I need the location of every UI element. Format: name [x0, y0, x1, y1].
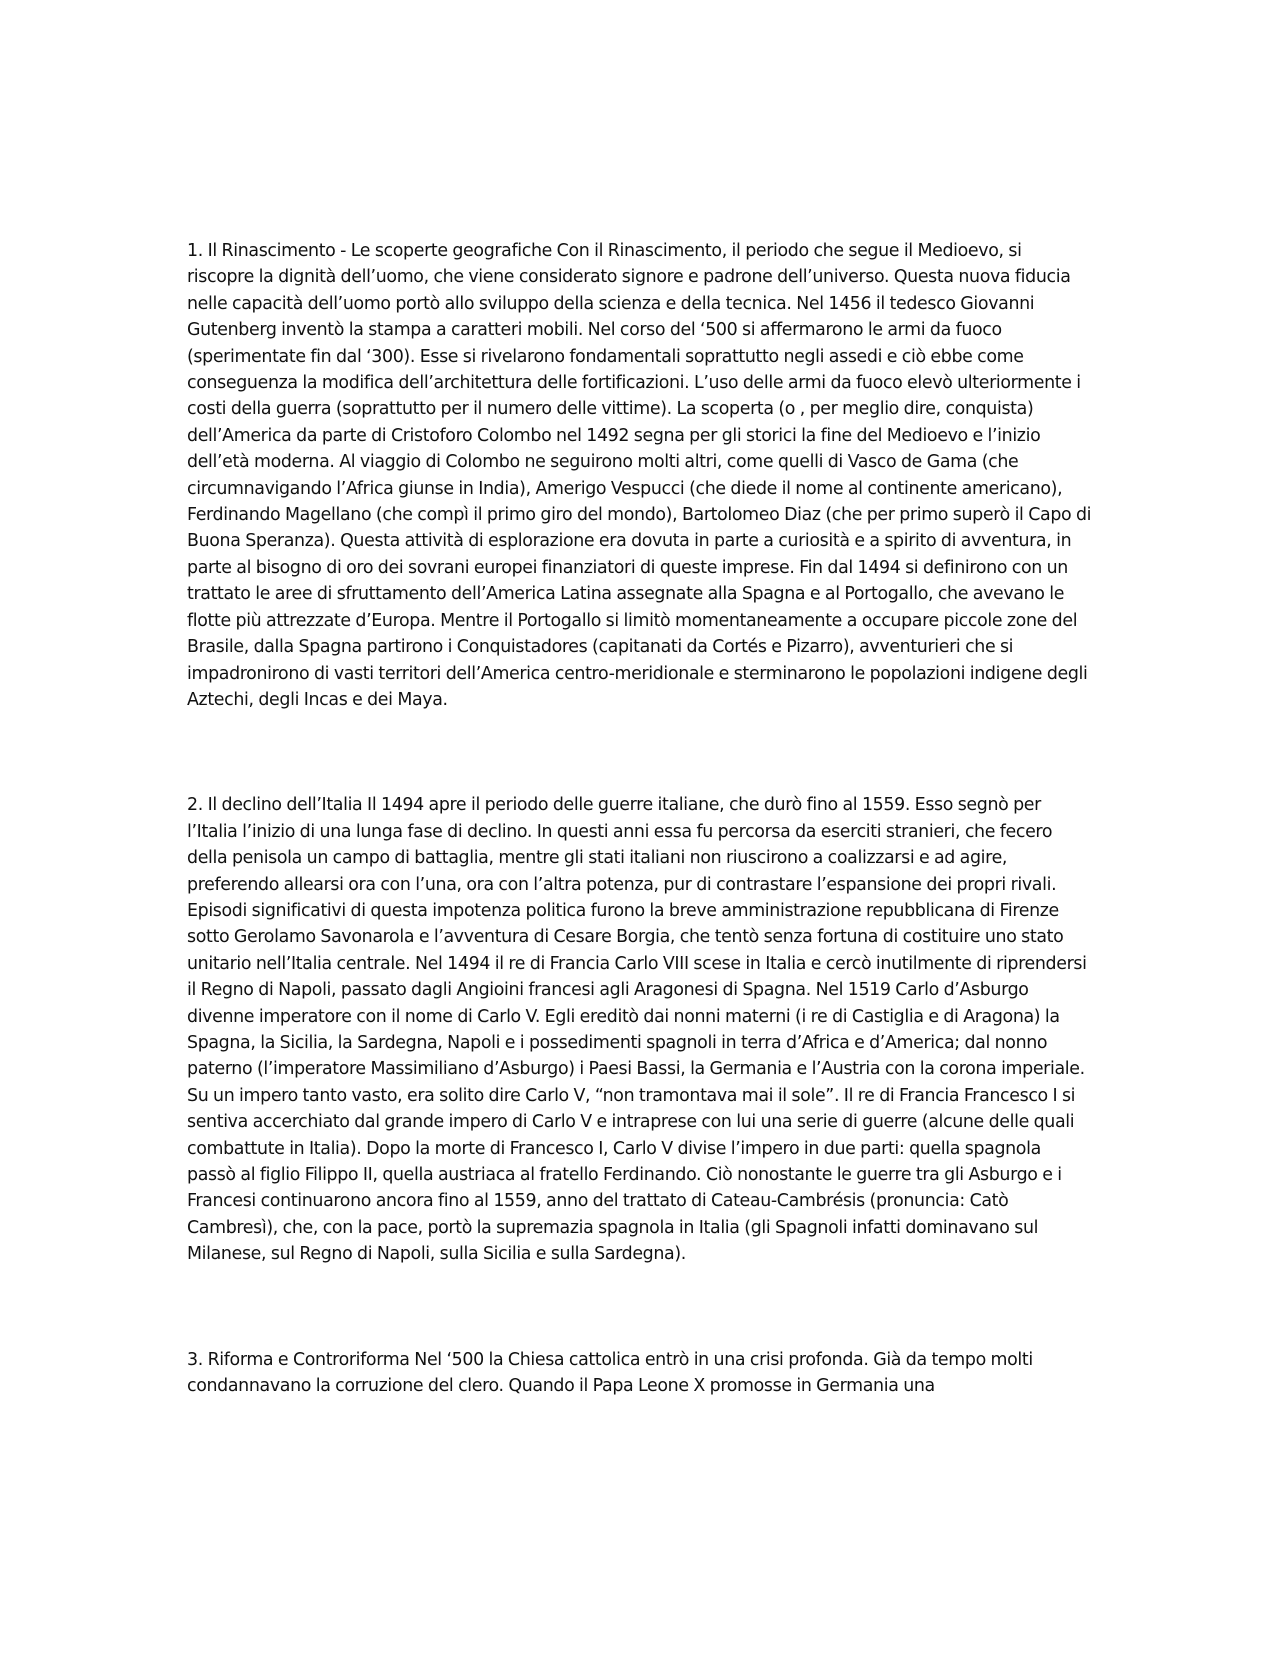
- document-body: [187, 238, 1092, 1399]
- paragraph-rinascimento: 1. Il Rinascimento - Le scoperte geografiche Con il Rinascimento, il periodo che segue il Medioevo, si riscopre la dignità dell’uomo, che viene considerato signore e padrone dell’universo. Questa nuova fiducia nelle capacità dell’uomo portò allo sviluppo della scienza e della tecnica. Nel 1456 il tedesco Giovanni Gutenberg inventò la stampa a caratteri mobili. Nel corso del ‘500 si affermarono le armi da fuoco (sperimentate fin dal ‘300). Esse si rivelarono fondamentali soprattutto negli assedi e ciò ebbe come conseguenza la modifica dell’architettura delle fortificazioni. L’uso delle armi da fuoco elevò ulteriormente i costi della guerra (soprattutto per il numero delle vittime). La scoperta (o , per meglio dire, conquista) dell’America da parte di Cristoforo Colombo nel 1492 segna per gli storici la fine del Medioevo e l’inizio dell’età moderna. Al viaggio di Colombo ne seguirono molti altri, come quelli di Vasco de Gama (che circumnavigando l’Africa giunse in India), Amerigo Vespucci (che diede il nome al continente americano), Ferdinando Magellano (che compì il primo giro del mondo), Bartolomeo Diaz (che per primo superò il Capo di Buona Speranza). Questa attività di esplorazione era dovuta in parte a curiosità e a spirito di avventura, in parte al bisogno di oro dei sovrani europei finanziatori di queste imprese. Fin dal 1494 si definirono con un trattato le aree di sfruttamento dell’America Latina assegnate alla Spagna e al Portogallo, che avevano le flotte più attrezzate d’Europa. Mentre il Portogallo si limitò momentaneamente a occupare piccole zone del Brasile, dalla Spagna partirono i Conquistadores (capitanati da Cortés e Pizarro), avventurieri che si impadronirono di vasti territori dell’America centro-meridionale e sterminarono le popolazioni indigene degli Aztechi, degli Incas e dei Maya.: [187, 241, 1092, 710]
- paragraph-riforma-controriforma: 3. Riforma e Controriforma Nel ‘500 la Chiesa cattolica entrò in una crisi profonda. Già da tempo molti condannavano la corruzione del clero. Quando il Papa Leone X promosse in Germania una: [187, 1349, 1033, 1397]
- paragraph-declino-italia: 2. Il declino dell’Italia Il 1494 apre il periodo delle guerre italiane, che durò fino al 1559. Esso segnò per l’Italia l’inizio di una lunga fase di declino. In questi anni essa fu percorsa da eserciti stranieri, che fecero della penisola un campo di battaglia, mentre gli stati italiani non riuscirono a coalizzarsi e ad agire, preferendo allearsi ora con l’una, ora con l’altra potenza, pur di contrastare l’espansione dei propri rivali. Episodi significativi di questa impotenza politica furono la breve amministrazione repubblicana di Firenze sotto Gerolamo Savonarola e l’avventura di Cesare Borgia, che tentò senza fortuna di costituire uno stato unitario nell’Italia centrale. Nel 1494 il re di Francia Carlo VIII scese in Italia e cercò inutilmente di riprendersi il Regno di Napoli, passato dagli Angioini francesi agli Aragonesi di Spagna. Nel 1519 Carlo d’Asburgo divenne imperatore con il nome di Carlo V. Egli ereditò dai nonni materni (i re di Castiglia e di Aragona) la Spagna, la Sicilia, la Sardegna, Napoli e i possedimenti spagnoli in terra d’Africa e d’America; dal nonno paterno (l’imperatore Massimiliano d’Asburgo) i Paesi Bassi, la Germania e l’Austria con la corona imperiale. Su un impero tanto vasto, era solito dire Carlo V, “non tramontava mai il sole”. Il re di Francia Francesco I si sentiva accerchiato dal grande impero di Carlo V e intraprese con lui una serie di guerre (alcune delle quali combattute in Italia). Dopo la morte di Francesco I, Carlo V divise l’impero in due parti: quella spagnola passò al figlio Filippo II, quella austriaca al fratello Ferdinando. Ciò nonostante le guerre tra gli Asburgo e i Francesi continuarono ancora fino al 1559, anno del trattato di Cateau-Cambrésis (pronuncia: Catò Cambresì), che, con la pace, portò la supremazia spagnola in Italia (gli Spagnoli infatti dominavano sul Milanese, sul Regno di Napoli, sulla Sicilia e sulla Sardegna).: [187, 795, 1087, 1265]
